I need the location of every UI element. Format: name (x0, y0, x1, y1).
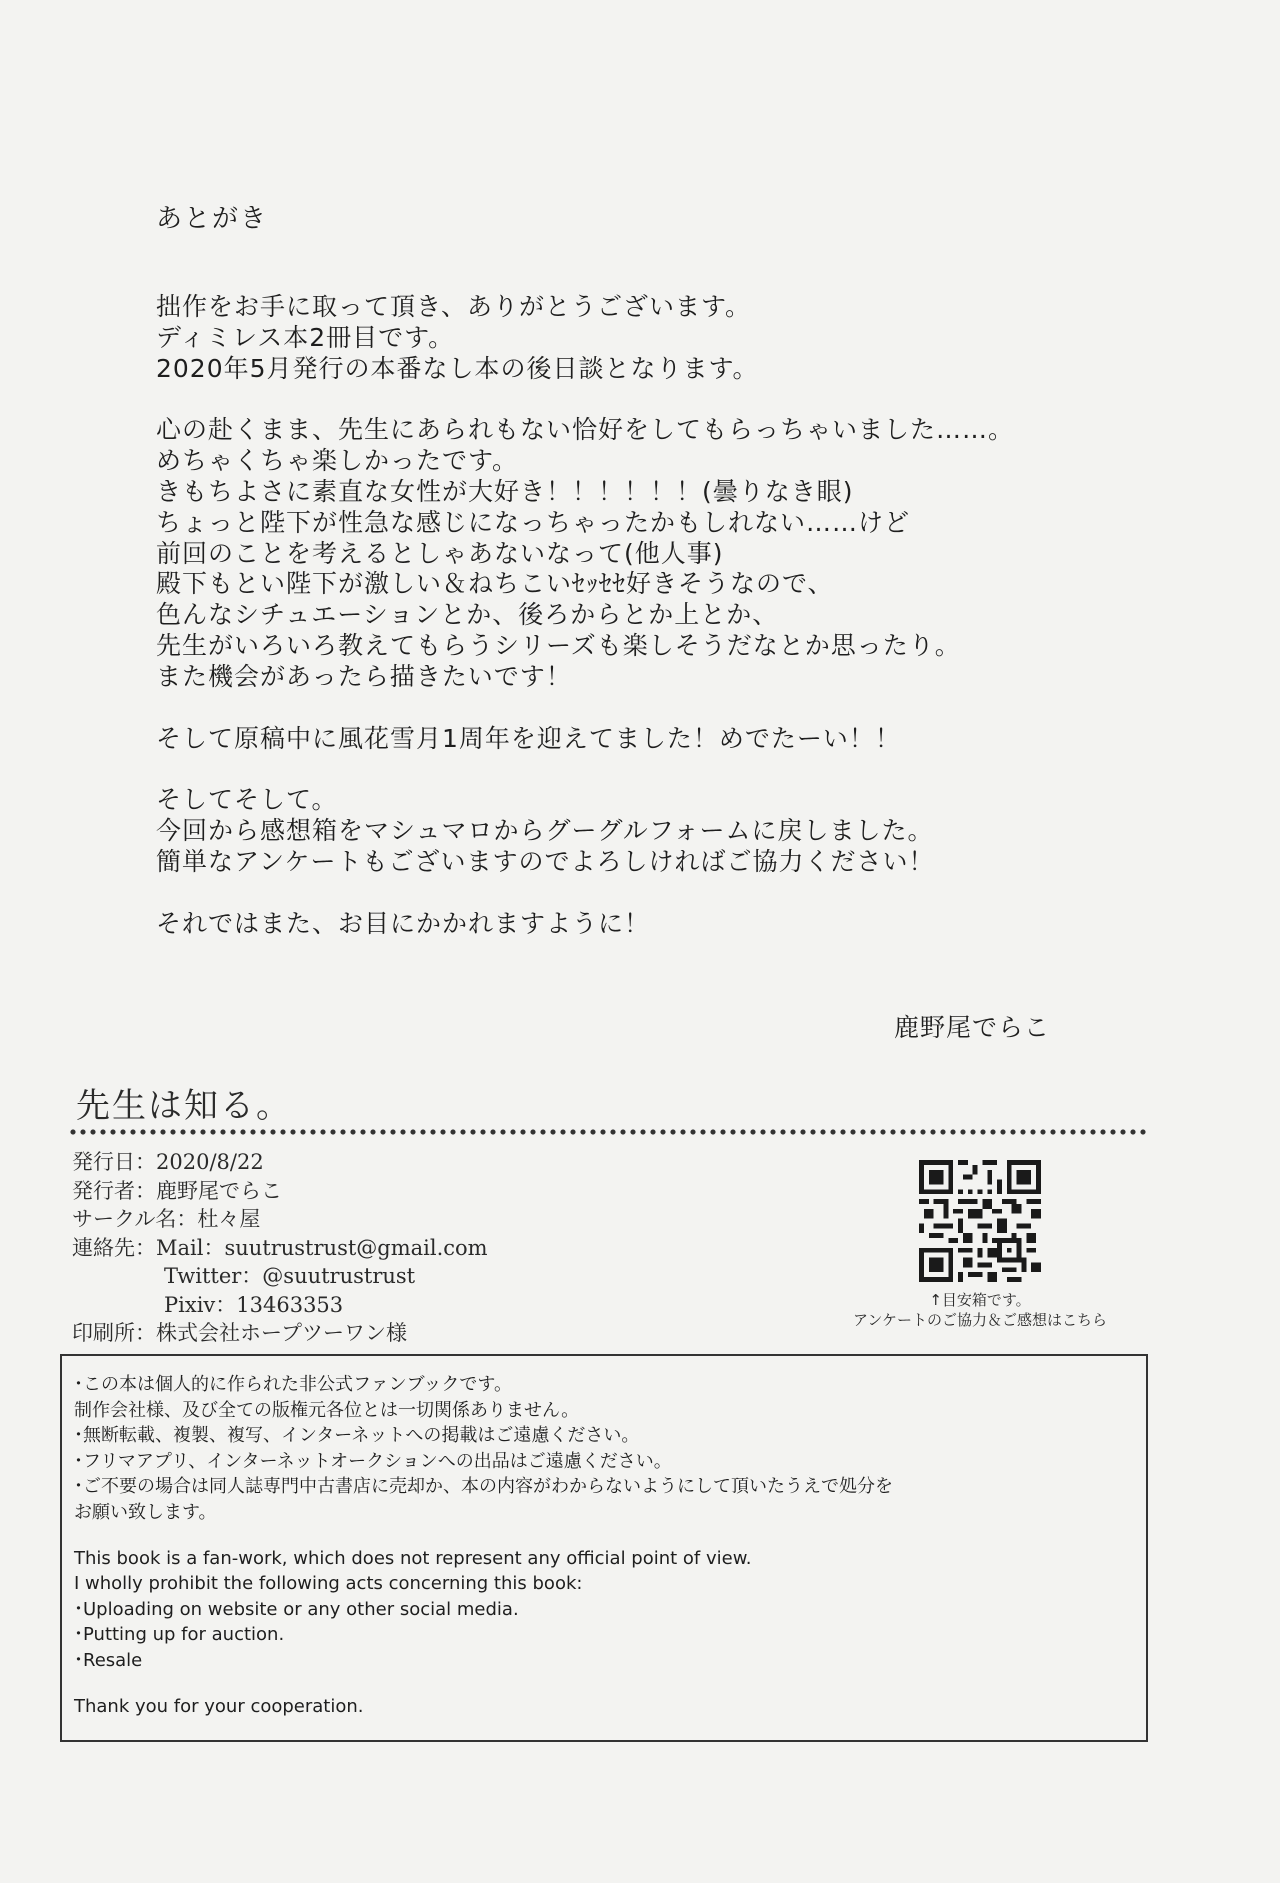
afterword-line: それではまた、お目にかかれますように！ (156, 908, 651, 938)
contact-twitter: Twitter：@suutrustrust (164, 1264, 416, 1288)
afterword-paragraph (156, 292, 1096, 384)
afterword-line: 簡単なアンケートもございますのでよろしければご協力ください！ (156, 846, 935, 876)
publisher-label: 発行者： (72, 1178, 156, 1203)
notice-en-line: This book is a fan-work, which does not represent any official point of view. (74, 1547, 752, 1569)
afterword-line: めちゃくちゃ楽しかったです。 (156, 446, 519, 476)
notice-jp-line: ･無断転載、複製、複写、インターネットへの掲載はご遠慮ください。 (74, 1425, 640, 1447)
afterword-paragraph (156, 909, 1096, 940)
afterword-paragraph (156, 724, 1096, 755)
circle-name: 杜々屋 (197, 1207, 261, 1231)
printer: 株式会社ホープツーワン様 (156, 1321, 407, 1345)
notice-box (60, 1354, 1148, 1742)
notice-spacer (74, 1526, 1134, 1546)
circle-label: サークル名： (72, 1207, 198, 1231)
publish-date: 2020/8/22 (156, 1150, 264, 1174)
contact-mail: Mail：suutrustrust@gmail.com (156, 1235, 488, 1260)
notice-jp-line: 制作会社様、及び全ての版権元各位とは一切関係ありません。 (74, 1399, 580, 1421)
author-signature: 鹿野尾でらこ (894, 1013, 1051, 1042)
publisher: 鹿野尾でらこ (156, 1178, 282, 1203)
afterword-body (156, 292, 1096, 971)
afterword-paragraph (156, 415, 1096, 692)
afterword-line: そしてそして。 (156, 785, 338, 815)
qr-caption (830, 1290, 1130, 1330)
notice-en-line: I wholly prohibit the following acts concerning this book: (74, 1573, 583, 1595)
date-label: 発行日： (72, 1150, 156, 1174)
colophon-date-row (72, 1148, 488, 1177)
afterword-line: また機会があったら描きたいです！ (156, 661, 572, 691)
notice-spacer (74, 1674, 1134, 1694)
afterword-line: 拙作をお手に取って頂き、ありがとうございます。 (156, 292, 752, 321)
afterword-line: ちょっと陛下が性急な感じになっちゃったかもしれない……けど (156, 507, 911, 537)
dotted-divider (68, 1128, 1148, 1136)
notice-jp-line: お願い致します。 (74, 1501, 217, 1523)
afterword-line: 今回から感想箱をマシュマロからグーグルフォームに戻しました。 (156, 816, 934, 846)
colophon-printer-row (72, 1319, 488, 1348)
afterword-line: ディミレス本2冊目です。 (156, 322, 455, 352)
qr-caption-line-1: ↑目安箱です。 (929, 1291, 1031, 1309)
afterword-line: 前回のことを考えるとしゃあないなって(他人事) (156, 538, 724, 568)
afterword-line: きもちよさに素直な女性が大好き！！！！！！(曇りなき眼) (156, 476, 854, 506)
contact-pixiv: Pixiv：13463353 (164, 1292, 344, 1317)
afterword-heading: あとがき (156, 204, 269, 234)
qr-caption-line-2: アンケートのご協力＆ご感想はこちら (852, 1311, 1108, 1329)
notice-en-line: ･Uploading on website or any other social media. (74, 1598, 519, 1620)
contact-label: 連絡先： (72, 1235, 156, 1260)
printer-label: 印刷所： (72, 1321, 156, 1345)
colophon-pixiv-row (72, 1291, 488, 1320)
notice-thanks: Thank you for your cooperation. (74, 1695, 364, 1717)
notice-en-line: ･Resale (74, 1649, 143, 1671)
notice-jp-line: ･ご不要の場合は同人誌専門中古書店に売却か、本の内容がわからないようにして頂いたうえで処分を (74, 1476, 893, 1498)
afterword-line: 殿下もとい陛下が激しい＆ねちこいｾｯｾｾ好きそうなので、 (156, 569, 834, 599)
book-title: 先生は知る。 (76, 1086, 292, 1126)
afterword-line: 色んなシチュエーションとか、後ろからとか上とか、 (156, 600, 779, 630)
afterword-line: そして原稿中に風花雪月1周年を迎えてました！めでたーい！！ (156, 723, 901, 753)
notice-jp-line: ･フリマアプリ、インターネットオークションへの出品はご遠慮ください。 (74, 1450, 672, 1472)
colophon-circle-row (72, 1205, 488, 1234)
colophon-twitter-row (72, 1262, 488, 1291)
notice-jp-line: ･この本は個人的に作られた非公式ファンブックです。 (74, 1374, 512, 1395)
afterword-paragraph (156, 785, 1096, 877)
qr-block (830, 1160, 1130, 1330)
afterword-line: 先生がいろいろ教えてもらうシリーズも楽しそうだなとか思ったり。 (156, 630, 961, 660)
colophon-publisher-row (72, 1177, 488, 1206)
colophon (72, 1148, 488, 1348)
notice-en-line: ･Putting up for auction. (74, 1624, 285, 1646)
afterword-line: 心の赴くまま、先生にあられもない恰好をしてもらっちゃいました……。 (156, 415, 1015, 445)
qr-code-icon (919, 1160, 1041, 1282)
colophon-contact-row (72, 1234, 488, 1263)
afterword-line: 2020年5月発行の本番なし本の後日談となります。 (156, 353, 759, 383)
